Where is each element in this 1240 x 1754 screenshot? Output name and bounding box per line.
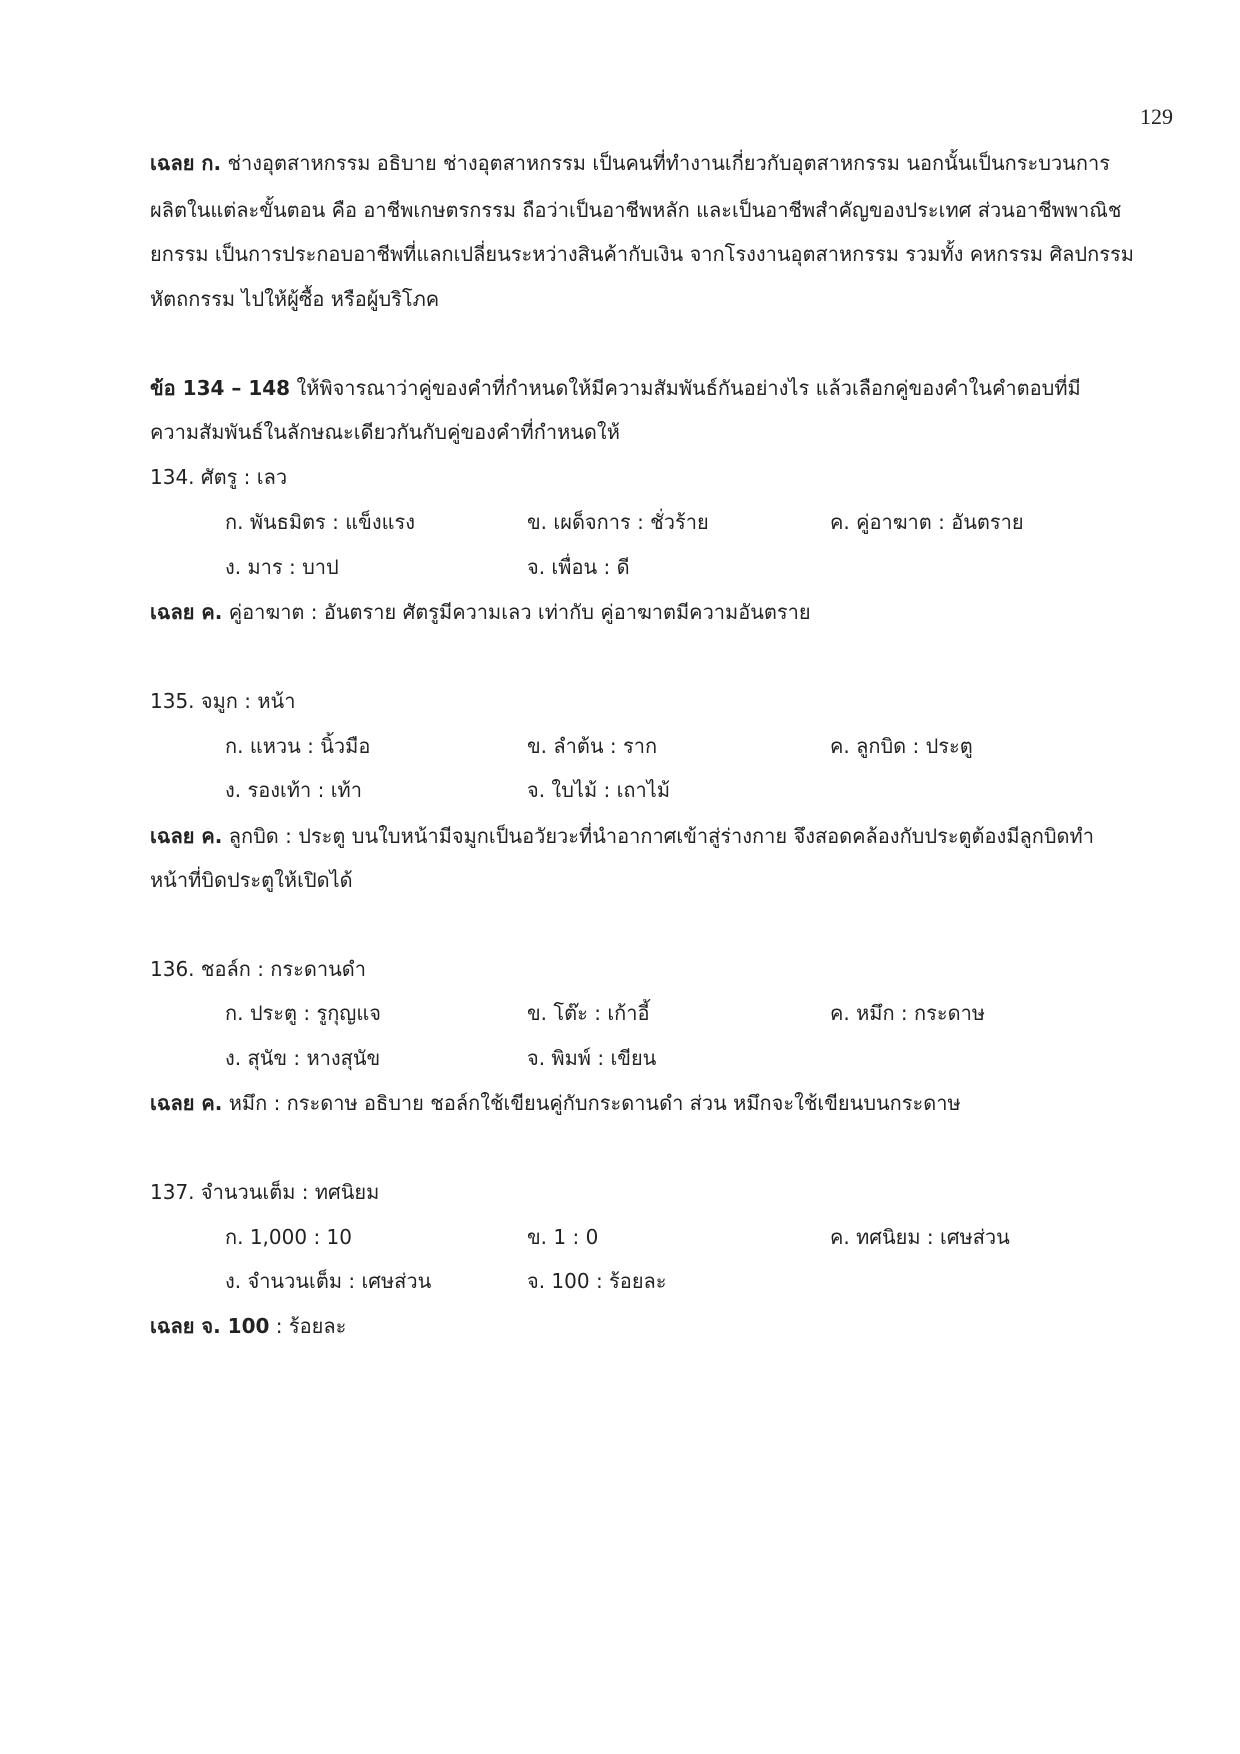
answer-paragraph-line: หัตถกรรม ไปให้ผู้ซื้อ หรือผู้บริโภค bbox=[150, 287, 440, 311]
answer-text: คู่อาฆาต : อันตราย ศัตรูมีความเลว เท่ากับ คู่อาฆาตมีความอันตราย bbox=[228, 600, 811, 624]
answer-text: หมึก : กระดาษ อธิบาย ชอล์กใช้เขียนคู่กับกระดานดำ ส่วน หมึกจะใช้เขียนบนกระดาษ bbox=[228, 1091, 961, 1115]
question-stem: 137. จำนวนเต็ม : ทศนิยม bbox=[150, 1180, 380, 1204]
option: ข. เผด็จการ : ชั่วร้าย bbox=[527, 510, 709, 534]
instruction-line: ความสัมพันธ์ในลักษณะเดียวกันกับคู่ของคำที่กำหนดให้ bbox=[150, 420, 620, 444]
option: ง. จำนวนเต็ม : เศษส่วน bbox=[225, 1269, 432, 1293]
option: ค. คู่อาฆาต : อันตราย bbox=[830, 510, 1024, 534]
option: จ. 100 : ร้อยละ bbox=[527, 1269, 667, 1293]
option: ข. ลำต้น : ราก bbox=[527, 734, 658, 758]
answer-line bbox=[150, 1089, 961, 1117]
question-stem: 136. ชอล์ก : กระดานดำ bbox=[150, 957, 366, 981]
option: ข. 1 : 0 bbox=[527, 1225, 599, 1249]
answer-text: ช่างอุตสาหกรรม อธิบาย ช่างอุตสาหกรรม เป็นคนที่ทำงานเกี่ยวกับอุตสาหกรรม นอกนั้นเป็นกระบวนการ bbox=[227, 151, 1110, 175]
instruction-line bbox=[150, 374, 1081, 402]
option: ก. 1,000 : 10 bbox=[225, 1225, 352, 1249]
answer-line bbox=[150, 598, 811, 626]
answer-paragraph-line: ผลิตในแต่ละขั้นตอน คือ อาชีพเกษตรกรรม ถือว่าเป็นอาชีพหลัก และเป็นอาชีพสำคัญของประเทศ ส่วนอาชีพพาณิช bbox=[150, 198, 1122, 222]
option: จ. เพื่อน : ดี bbox=[527, 555, 630, 579]
question-stem: 135. จมูก : หน้า bbox=[150, 689, 296, 713]
option: ค. ลูกบิด : ประตู bbox=[830, 734, 973, 758]
answer-text: ลูกบิด : ประตู บนใบหน้ามีจมูกเป็นอวัยวะที่นำอากาศเข้าสู่ร่างกาย จึงสอดคล้องกับประตูต้องมีลูกบิดทำ bbox=[228, 824, 1094, 848]
option: ง. สุนัข : หางสุนัข bbox=[225, 1046, 381, 1070]
answer-label: เฉลย จ. 100 bbox=[150, 1314, 270, 1338]
option: ก. พันธมิตร : แข็งแรง bbox=[225, 510, 415, 534]
answer-line: หน้าที่บิดประตูให้เปิดได้ bbox=[150, 868, 353, 892]
answer-label: เฉลย ค. bbox=[150, 1091, 223, 1115]
option: ค. ทศนิยม : เศษส่วน bbox=[830, 1225, 1010, 1249]
option: ก. แหวน : นิ้วมือ bbox=[225, 734, 371, 758]
option: จ. ใบไม้ : เถาไม้ bbox=[527, 778, 671, 802]
option: ง. มาร : บาป bbox=[225, 555, 339, 579]
option: ข. โต๊ะ : เก้าอี้ bbox=[527, 1001, 650, 1025]
answer-paragraph-line: ยกรรม เป็นการประกอบอาชีพที่แลกเปลี่ยนระหว่างสินค้ากับเงิน จากโรงงานอุตสาหกรรม รวมทั้ง คหกรรม ศิลปกรรม bbox=[150, 242, 1134, 266]
answer-label: เฉลย ค. bbox=[150, 600, 223, 624]
answer-line bbox=[150, 822, 1094, 850]
option: ง. รองเท้า : เท้า bbox=[225, 778, 362, 802]
instruction-text: ให้พิจารณาว่าคู่ของคำที่กำหนดให้มีความสัมพันธ์กันอย่างไร แล้วเลือกคู่ของคำในคำตอบที่มี bbox=[296, 376, 1081, 400]
question-stem: 134. ศัตรู : เลว bbox=[150, 465, 288, 489]
option: จ. พิมพ์ : เขียน bbox=[527, 1046, 657, 1070]
option: ค. หมึก : กระดาษ bbox=[830, 1001, 986, 1025]
option: ก. ประตู : รูกุญแจ bbox=[225, 1001, 381, 1025]
answer-paragraph-line bbox=[150, 149, 1110, 177]
answer-label: เฉลย ค. bbox=[150, 824, 223, 848]
page-number: 129 bbox=[1140, 104, 1173, 129]
instruction-label: ข้อ 134 – 148 bbox=[150, 376, 291, 400]
answer-text: : ร้อยละ bbox=[275, 1314, 347, 1338]
answer-label: เฉลย ก. bbox=[150, 151, 222, 175]
answer-line bbox=[150, 1312, 346, 1340]
